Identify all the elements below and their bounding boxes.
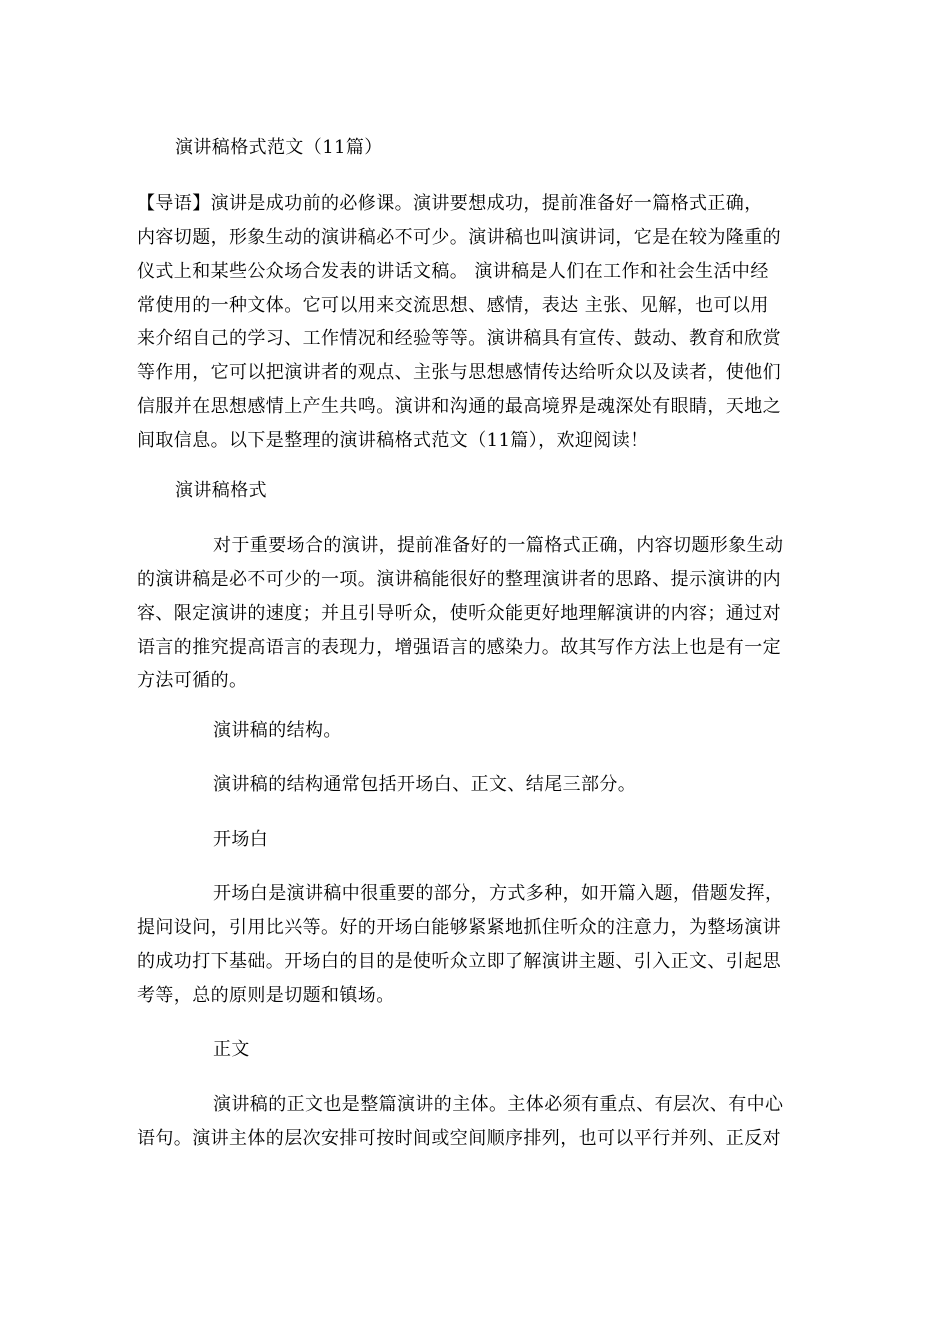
paragraph-line: 方法可循的。 [137, 670, 248, 691]
body-heading: 正文 [213, 1039, 250, 1060]
paragraph-line: 对于重要场合的演讲，提前准备好的一篇格式正确，内容切题形象生动 [213, 535, 784, 556]
opening-heading: 开场白 [213, 829, 269, 850]
intro-line: 【导语】演讲是成功前的必修课。演讲要想成功，提前准备好一篇格式正确， [137, 193, 763, 214]
intro-line: 常使用的一种文体。它可以用来交流思想、感情，表达 主张、见解，也可以用 [137, 295, 769, 316]
intro-line: 间取信息。以下是整理的演讲稿格式范文（11篇），欢迎阅读！ [137, 430, 649, 451]
intro-line: 信服并在思想感情上产生共鸣。演讲和沟通的最高境界是魂深处有眼睛，天地之 [137, 396, 781, 417]
paragraph-line: 提问设问，引用比兴等。好的开场白能够紧紧地抓住听众的注意力，为整场演讲 [137, 917, 781, 938]
paragraph-line: 考等，总的原则是切题和镇场。 [137, 985, 395, 1006]
paragraph-line: 语句。演讲主体的层次安排可按时间或空间顺序排列，也可以平行并列、正反对 [137, 1128, 781, 1149]
paragraph-line: 开场白是演讲稿中很重要的部分，方式多种，如开篇入题，借题发挥， [213, 883, 784, 904]
intro-line: 来介绍自己的学习、工作情况和经验等等。演讲稿具有宣传、鼓动、教育和欣赏 [137, 328, 781, 349]
paragraph-line: 语言的推究提高语言的表现力，增强语言的感染力。故其写作方法上也是有一定 [137, 637, 781, 658]
section-heading: 演讲稿格式 [175, 480, 267, 501]
paragraph-line: 的演讲稿是必不可少的一项。演讲稿能很好的整理演讲者的思路、提示演讲的内 [137, 569, 781, 590]
intro-line: 等作用，它可以把演讲者的观点、主张与思想感情传达给听众以及读者，使他们 [137, 362, 781, 383]
paragraph-line: 容、限定演讲的速度；并且引导听众，使听众能更好地理解演讲的内容；通过对 [137, 603, 781, 624]
structure-heading: 演讲稿的结构。 [213, 720, 342, 741]
document-title: 演讲稿格式范文（11篇） [175, 137, 383, 158]
intro-line: 仪式上和某些公众场合发表的讲话文稿。 演讲稿是人们在工作和社会生活中经 [137, 261, 769, 282]
paragraph-line: 的成功打下基础。开场白的目的是使听众立即了解演讲主题、引入正文、引起思 [137, 951, 781, 972]
intro-line: 内容切题，形象生动的演讲稿必不可少。演讲稿也叫演讲词，它是在较为隆重的 [137, 227, 781, 248]
paragraph-line: 演讲稿的正文也是整篇演讲的主体。主体必须有重点、有层次、有中心 [213, 1094, 784, 1115]
structure-text: 演讲稿的结构通常包括开场白、正文、结尾三部分。 [213, 774, 637, 795]
